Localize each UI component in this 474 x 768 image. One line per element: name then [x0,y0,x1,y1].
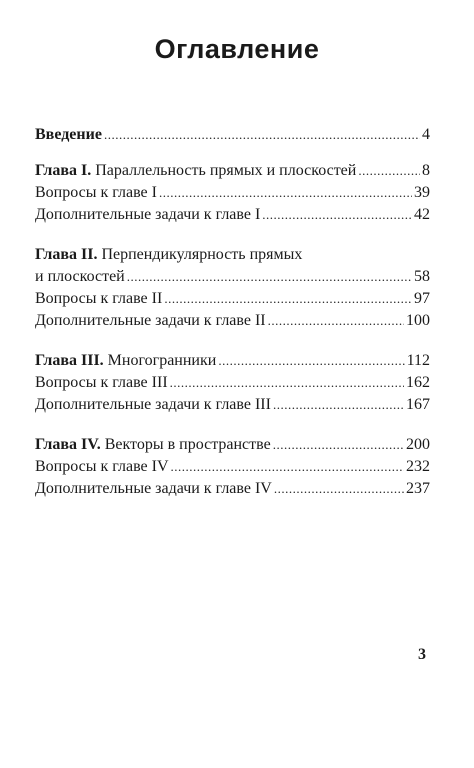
toc-entry-label: Вопросы к главе II [35,290,163,307]
toc-entry-label: Дополнительные задачи к главе I [35,206,261,223]
toc-entry-label: Вопросы к главе I [35,184,157,201]
toc-page-number: 167 [406,396,430,413]
dot-leader [171,456,404,478]
chapter-title-continued: и плоскостей [35,268,125,285]
toc-entry-label [35,160,356,182]
page-title: Оглавление [154,34,320,64]
toc-entry-label [35,244,302,266]
page-number: 3 [418,646,426,663]
dot-leader [273,434,404,456]
dot-leader [104,124,420,146]
toc-entry-intro[interactable] [35,124,430,146]
chapter-title: Перпендикулярность прямых [97,246,303,263]
chapter-prefix: Глава IV. [35,436,101,453]
toc-entry-chapter-1-questions[interactable] [35,182,430,204]
chapter-title: Многогранники [103,352,217,369]
toc-page-number: 112 [406,352,430,369]
toc-page-number: 4 [422,126,430,143]
toc-page-number: 162 [406,374,430,391]
chapter-title: Параллельность прямых и плоскостей [91,162,357,179]
toc-entry-label: Вопросы к главе III [35,374,168,391]
toc-entry-label: Вопросы к главе IV [35,458,169,475]
toc-entry-chapter-2-questions[interactable] [35,288,430,310]
toc-page-number: 97 [414,290,430,307]
table-of-contents [35,124,430,500]
toc-entry-chapter-4[interactable] [35,434,430,456]
toc-entry-label: Дополнительные задачи к главе III [35,396,271,413]
chapter-prefix: Глава III. [35,352,104,369]
dot-leader [273,394,404,416]
toc-page-number: 237 [406,480,430,497]
toc-entry-label: Введение [35,126,102,143]
toc-entry-chapter-2[interactable] [35,266,430,288]
toc-page-number: 200 [406,436,430,453]
toc-page-number: 232 [406,458,430,475]
toc-page-number: 8 [422,162,430,179]
toc-entry-chapter-3[interactable] [35,350,430,372]
toc-entry-label: Дополнительные задачи к главе II [35,312,266,329]
chapter-prefix: Глава I. [35,162,92,179]
dot-leader [274,478,404,500]
toc-entry-label [35,434,271,456]
chapter-title: Векторы в пространстве [100,436,271,453]
toc-page-number: 39 [414,184,430,201]
dot-leader [164,288,412,310]
toc-page-number: 42 [414,206,430,223]
toc-entry-label: Дополнительные задачи к главе IV [35,480,272,497]
dot-leader [170,372,404,394]
toc-page-number: 100 [406,312,430,329]
dot-leader [159,182,412,204]
toc-entry-chapter-2-extra[interactable] [35,310,430,332]
chapter-prefix: Глава II. [35,246,98,263]
toc-page-number: 58 [414,268,430,285]
toc-entry-chapter-1-extra[interactable] [35,204,430,226]
toc-entry-chapter-1[interactable] [35,160,430,182]
dot-leader [127,266,412,288]
dot-leader [358,160,420,182]
toc-entry-chapter-4-extra[interactable] [35,478,430,500]
toc-entry-chapter-4-questions[interactable] [35,456,430,478]
toc-entry-chapter-2-line-1[interactable] [35,244,430,266]
dot-leader [268,310,404,332]
toc-entry-chapter-3-extra[interactable] [35,394,430,416]
dot-leader [262,204,412,226]
dot-leader [218,350,404,372]
toc-entry-chapter-3-questions[interactable] [35,372,430,394]
toc-entry-label [35,350,216,372]
